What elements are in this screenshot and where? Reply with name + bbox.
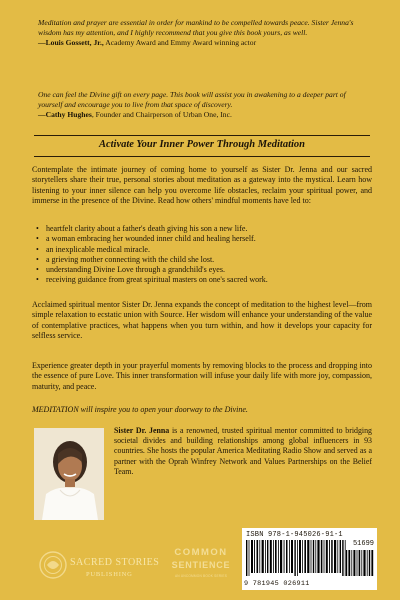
svg-text:AN UNCOMMON BOOK SERIES: AN UNCOMMON BOOK SERIES (174, 574, 228, 578)
svg-text:COMMON: COMMON (174, 547, 228, 558)
mentor-paragraph: Acclaimed spiritual mentor Sister Dr. Jenna expands the concept of meditation to the highest level—from simple relaxation to ecstatic union with Source. Her wisdom will enhance your understanding of the value of contemplative practices, what happens when you turn within, and how it develops your capacity for selfless service. (32, 300, 372, 340)
author-portrait-icon (34, 428, 104, 520)
list-item: • understanding Divine Love through a grandchild's eyes. (46, 265, 372, 275)
praise-quote-gossett (38, 18, 368, 49)
praise-name: —Louis Gossett, Jr., (38, 38, 104, 48)
headline: Activate Your Inner Power Through Meditation (98, 139, 306, 150)
author-bio (114, 426, 372, 477)
divider-bottom (34, 156, 370, 157)
isbn-number: ISBN 978-1-945026-91-1 (246, 531, 343, 539)
list-item: • an inexplicable medical miracle. (46, 245, 372, 255)
divider-top (34, 135, 370, 136)
story-bullet-list (32, 224, 372, 286)
svg-text:SENTIENCE: SENTIENCE (171, 560, 231, 570)
author-bio-text: is a renowned, trusted spiritual mentor committed to bridging societal divides and building relationships among global influencers in 93 countries. She hosts the popular America Meditating Radio Show and served as a partner with the Oprah Winfrey Network and Values Partnerships on the Belief Team. (114, 426, 372, 476)
isbn-barcode (242, 528, 377, 590)
price-code: 51699 (352, 540, 374, 548)
sacred-stories-logo (38, 545, 160, 585)
author-name: Sister Dr. Jenna (114, 426, 170, 435)
praise-quote-text: One can feel the Divine gift on every page. This book will assist you in awakening to a deeper part of yourself and encourage you to live from that space of discovery. (38, 90, 346, 110)
praise-name: —Cathy Hughes (38, 110, 92, 120)
praise-quote-hughes (38, 90, 368, 121)
price-barcode-icon (346, 550, 374, 576)
tagline: MEDITATION will inspire you to open your doorway to the Divine. (32, 405, 248, 414)
svg-text:PUBLISHING: PUBLISHING (86, 571, 133, 578)
list-item: • a grieving mother connecting with the child she lost. (46, 255, 372, 265)
list-item: • a woman embracing her wounded inner child and healing herself. (46, 234, 372, 244)
praise-attribution (38, 38, 368, 48)
common-sentience-logo (170, 543, 232, 585)
experience-paragraph: Experience greater depth in your prayerful moments by removing blocks to the process and dropping into the essence of pure Love. This inner transformation will infuse your daily life with more joy, compassion, maturity, and peace. (32, 361, 372, 391)
intro-paragraph: Contemplate the intimate journey of coming home to yourself as Sister Dr. Jenna and our sacred storytellers share their true, personal stories about meditation as a gateway into the mystical. Learn how listening to your inner silence can help you overcome life obstacles, reclaim your spiritual power, and immerse in the presence of the Divine. Read how others' mindful moments have led to: (32, 165, 372, 205)
praise-attribution (38, 110, 368, 120)
barcode-bars-icon (246, 540, 346, 576)
praise-title: , Founder and Chairperson of Urban One, Inc. (91, 110, 232, 120)
svg-text:SACRED STORIES: SACRED STORIES (70, 557, 160, 568)
praise-title: Academy Award and Emmy Award winning actor (105, 38, 257, 48)
author-photo (34, 428, 104, 520)
list-item: • receiving guidance from great spiritual masters on one's sacred work. (46, 275, 372, 285)
barcode-digits: 9 781945 026911 (244, 580, 310, 588)
praise-quote-text: Meditation and prayer are essential in order for mankind to be compelled towards peace. Sister Jenna's wisdom has my attention, and I highly recommend that you give this book yours, as well. (38, 18, 354, 38)
list-item: • heartfelt clarity about a father's death giving his son a new life. (46, 224, 372, 234)
